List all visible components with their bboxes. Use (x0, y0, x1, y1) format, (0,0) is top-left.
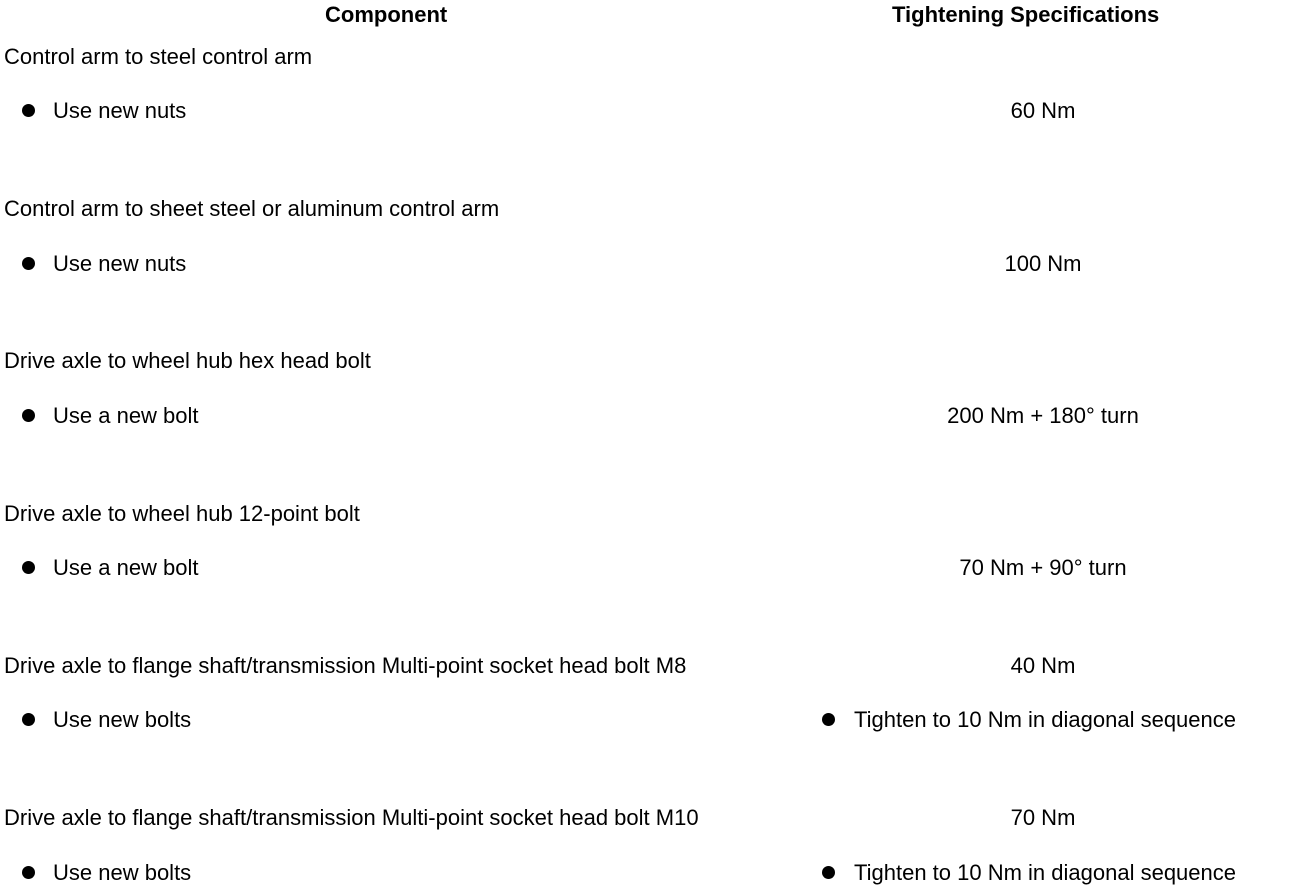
component-label: Control arm to sheet steel or aluminum control arm (4, 196, 500, 221)
bullet-icon (22, 713, 35, 726)
component-label: Drive axle to flange shaft/transmission Multi-point socket head bolt M8 (4, 653, 687, 678)
component-column-header: Component (325, 2, 448, 27)
component-note: Use new nuts (53, 98, 187, 123)
bullet-icon (22, 104, 35, 117)
component-label: Drive axle to wheel hub 12-point bolt (4, 501, 360, 526)
bullet-icon (22, 409, 35, 422)
torque-value: 60 Nm (1010, 98, 1076, 123)
component-label: Drive axle to wheel hub hex head bolt (4, 348, 371, 373)
specifications-column-header: Tightening Specifications (892, 2, 1160, 27)
component-note: Use a new bolt (53, 403, 199, 428)
torque-value: 200 Nm + 180° turn (947, 403, 1139, 428)
torque-value: 100 Nm (1004, 251, 1082, 276)
component-note: Use new bolts (53, 707, 192, 732)
component-note: Use new bolts (53, 860, 192, 885)
bullet-icon (22, 866, 35, 879)
torque-procedure-note: Tighten to 10 Nm in diagonal sequence (854, 707, 1236, 732)
bullet-icon (22, 257, 35, 270)
torque-value: 40 Nm (1010, 653, 1076, 678)
component-note: Use a new bolt (53, 555, 199, 580)
component-label: Drive axle to flange shaft/transmission Multi-point socket head bolt M10 (4, 805, 699, 830)
bullet-icon (822, 866, 835, 879)
bullet-icon (822, 713, 835, 726)
torque-value: 70 Nm + 90° turn (959, 555, 1127, 580)
torque-procedure-note: Tighten to 10 Nm in diagonal sequence (854, 860, 1236, 885)
torque-value: 70 Nm (1010, 805, 1076, 830)
bullet-icon (22, 561, 35, 574)
component-note: Use new nuts (53, 251, 187, 276)
component-label: Control arm to steel control arm (4, 44, 313, 69)
